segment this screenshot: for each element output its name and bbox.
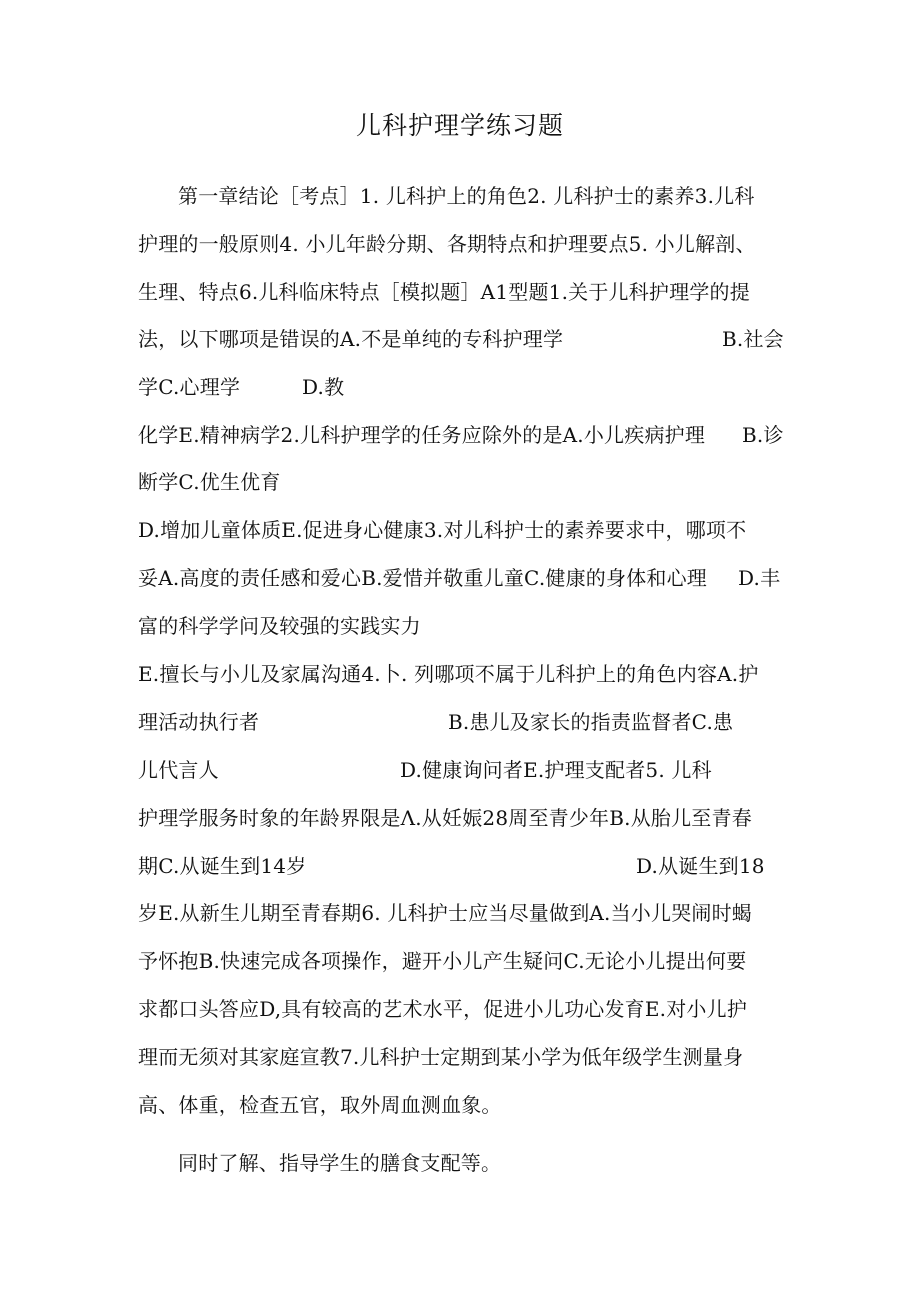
text-segment: 儿代言人 — [138, 758, 219, 782]
text-segment: 予怀抱B.快速完成各项操作，避开小儿产生疑问C.无论小儿提出何要 — [138, 949, 747, 973]
text-segment: 期C.从诞生到14岁 — [138, 854, 307, 878]
text-segment: 第一章结论［考点］1. 儿科护上的角色2. 儿科护士的素养3.儿科 — [178, 184, 755, 208]
text-segment: D.健康询问者E.护理支配者5. 儿科 — [400, 758, 712, 782]
text-segment: 断学C.优生优育 — [138, 470, 281, 494]
text-segment: D.教 — [302, 375, 345, 399]
text-segment: 化学E.精神病学2.儿科护理学的任务应除外的是A.小儿疾病护理 — [138, 423, 706, 447]
text-segment: D.从诞生到18 — [636, 854, 765, 878]
text-segment: 学C.心理学 — [138, 375, 241, 399]
text-segment: 理活动执行者 — [138, 710, 260, 734]
text-segment: B.社会 — [722, 327, 784, 351]
text-segment: 理而无须对其家庭宣教7.儿科护士定期到某小学为低年级学生测量身 — [138, 1045, 744, 1069]
text-segment: 高、体重，检查五官，取外周血测血象。 — [138, 1093, 502, 1117]
document-title: 儿科护理学练习题 — [355, 111, 564, 140]
text-segment: D.增加儿童体质E.促进身心健康3.对儿科护士的素养要求中，哪项不 — [138, 518, 747, 542]
text-segment: E.擅长与小儿及家属沟通4.卜. 列哪项不属于儿科护上的角色内容A.护 — [138, 662, 759, 686]
text-segment: 求都口头答应D,具有较高的艺术水平，促进小儿功心发育E.对小儿护 — [138, 997, 748, 1021]
text-segment: 护理学服务时象的年龄界限是Λ.从妊娠28周至青少年B.从胎儿至青春 — [138, 806, 752, 830]
text-segment: 妥A.高度的责任感和爱心B.爱惜并敬重儿童C.健康的身体和心理 — [138, 566, 708, 590]
text-segment: 同时了解、指导学生的膳食支配等。 — [178, 1151, 502, 1175]
text-segment: B.患儿及家长的指责监督者C.患 — [448, 710, 734, 734]
text-segment: 护理的一般原则4. 小儿年龄分期、各期特点和护理要点5. 小儿解剖、 — [138, 232, 756, 256]
text-segment: B.诊 — [742, 423, 784, 447]
text-segment: D.丰 — [738, 566, 781, 590]
text-segment: 岁E.从新生儿期至青春期6. 儿科护士应当尽量做到A.当小儿哭闹时蝎 — [138, 901, 752, 925]
text-segment: 法，以下哪项是错误的A.不是单纯的专科护理学 — [138, 327, 564, 351]
text-segment: 富的科学学问及较强的实践实力 — [138, 614, 421, 638]
text-segment: 生理、特点6.儿科临床特点［模拟题］A1型题1.关于儿科护理学的提 — [138, 280, 750, 304]
